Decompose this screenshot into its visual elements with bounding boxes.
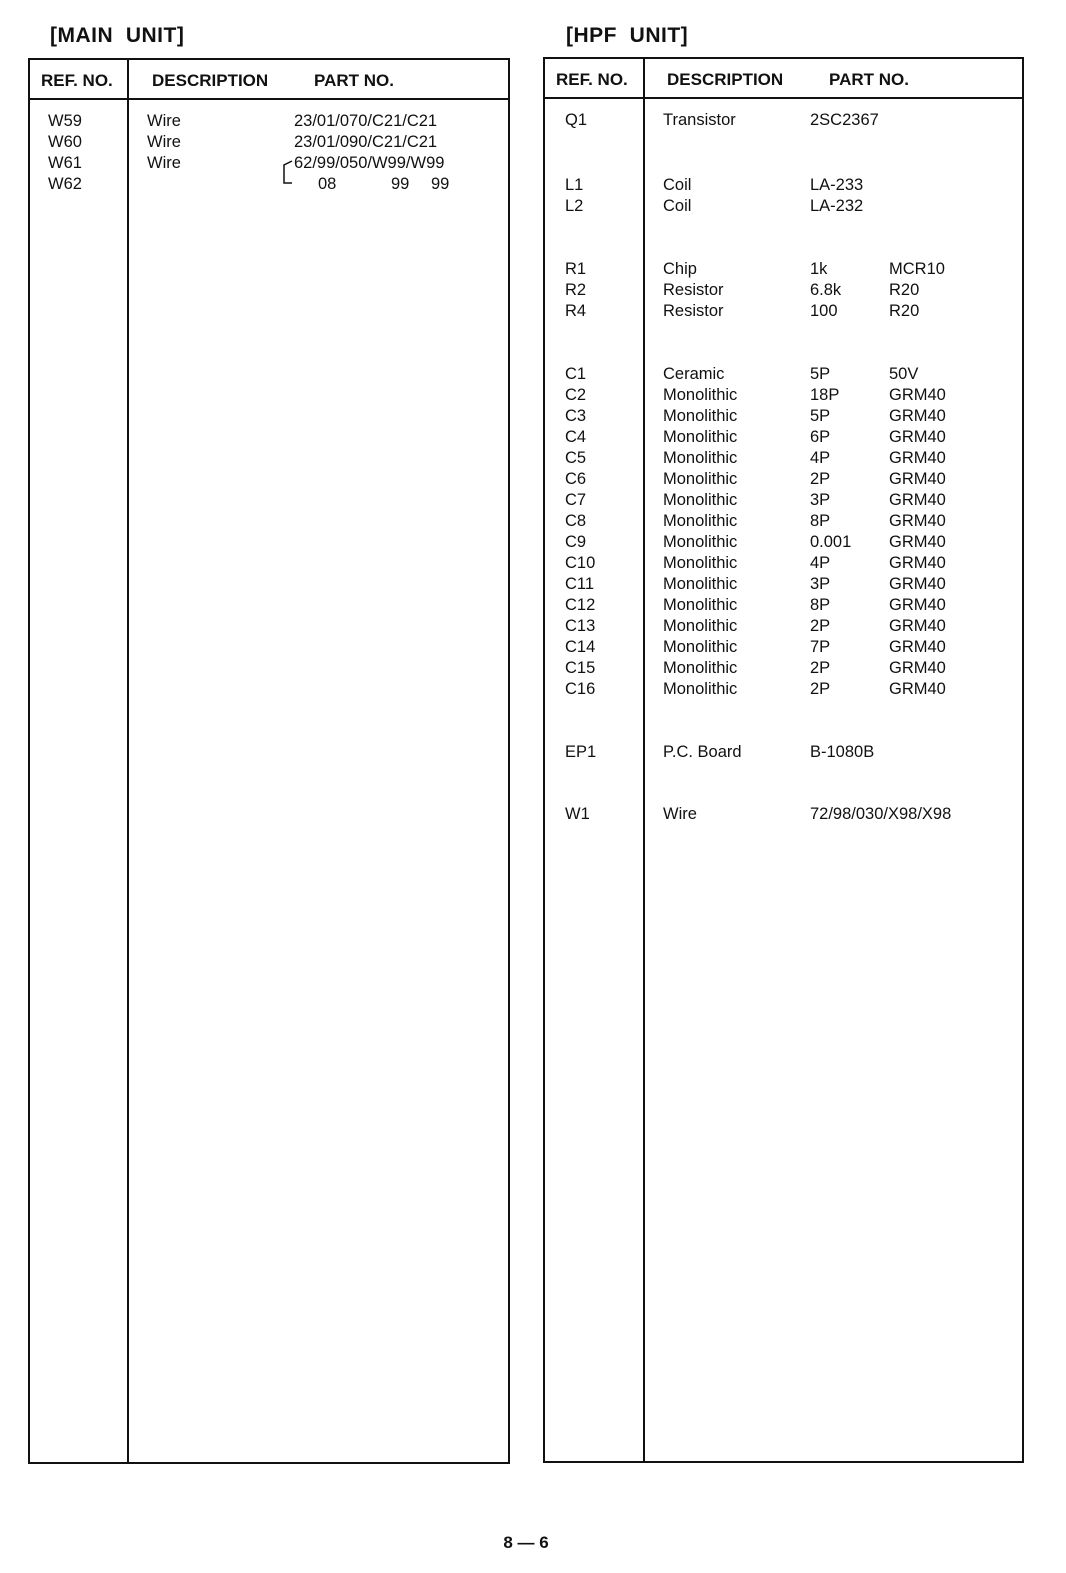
- row-value: 8P: [810, 596, 831, 614]
- row-ref: C2: [565, 386, 587, 404]
- row-ref: R4: [565, 302, 587, 320]
- header-divider: [545, 97, 1022, 99]
- row-spec: GRM40: [889, 638, 946, 656]
- row-spec: GRM40: [889, 407, 946, 425]
- row-ref: L1: [565, 176, 584, 194]
- page-number: 8 — 6: [503, 1533, 549, 1552]
- row-part-no: 99: [431, 175, 450, 193]
- row-part-no: 23/01/070/C21/C21: [294, 112, 438, 130]
- row-spec: GRM40: [889, 470, 946, 488]
- row-description: Monolithic: [663, 512, 738, 530]
- row-ref: C16: [565, 680, 596, 698]
- row-value: 3P: [810, 575, 831, 593]
- row-value: 4P: [810, 449, 831, 467]
- row-part-no: 23/01/090/C21/C21: [294, 133, 438, 151]
- hpf-unit-title: [HPF UNIT]: [566, 24, 689, 47]
- row-description: Monolithic: [663, 680, 738, 698]
- row-description: Monolithic: [663, 533, 738, 551]
- row-description: Chip: [663, 260, 697, 278]
- row-ref: C7: [565, 491, 587, 509]
- column-divider: [127, 60, 129, 1462]
- row-description: Ceramic: [663, 365, 725, 383]
- row-ref: R2: [565, 281, 587, 299]
- row-description: Monolithic: [663, 659, 738, 677]
- row-ref: C6: [565, 470, 587, 488]
- row-ref: C15: [565, 659, 596, 677]
- row-value: 2P: [810, 470, 831, 488]
- row-spec: GRM40: [889, 428, 946, 446]
- row-spec: GRM40: [889, 386, 946, 404]
- row-ref: C8: [565, 512, 587, 530]
- row-spec: GRM40: [889, 533, 946, 551]
- row-spec: GRM40: [889, 617, 946, 635]
- row-ref: C3: [565, 407, 587, 425]
- row-part-no: 99: [391, 175, 410, 193]
- row-description: Monolithic: [663, 617, 738, 635]
- row-spec: R20: [889, 281, 920, 299]
- row-value: 72/98/030/X98/X98: [810, 805, 952, 823]
- header-divider: [30, 98, 508, 100]
- row-value: 5P: [810, 365, 831, 383]
- row-spec: GRM40: [889, 512, 946, 530]
- row-spec: MCR10: [889, 260, 945, 278]
- row-value: LA-232: [810, 197, 864, 215]
- row-value: 5P: [810, 407, 831, 425]
- row-value: 0.001: [810, 533, 852, 551]
- row-value: 8P: [810, 512, 831, 530]
- row-value: 4P: [810, 554, 831, 572]
- row-spec: GRM40: [889, 596, 946, 614]
- row-description: Coil: [663, 176, 692, 194]
- row-description: Monolithic: [663, 428, 738, 446]
- row-spec: GRM40: [889, 680, 946, 698]
- row-value: 7P: [810, 638, 831, 656]
- header-description: DESCRIPTION: [152, 71, 269, 90]
- column-divider: [643, 59, 645, 1461]
- row-description: Monolithic: [663, 407, 738, 425]
- row-ref: C13: [565, 617, 596, 635]
- row-ref: C1: [565, 365, 587, 383]
- row-ref: EP1: [565, 743, 597, 761]
- bracket-icon: [280, 159, 294, 187]
- header-part-no: PART NO.: [314, 71, 394, 90]
- row-ref: L2: [565, 197, 584, 215]
- row-ref: C5: [565, 449, 587, 467]
- header-ref-no: REF. NO.: [41, 71, 113, 90]
- row-value: 1k: [810, 260, 828, 278]
- row-value: 6P: [810, 428, 831, 446]
- row-value: LA-233: [810, 176, 864, 194]
- row-description: Monolithic: [663, 449, 738, 467]
- row-value: 2SC2367: [810, 111, 879, 129]
- row-description: Monolithic: [663, 575, 738, 593]
- row-ref: W62: [48, 175, 82, 193]
- row-description: P.C. Board: [663, 743, 742, 761]
- row-description: Monolithic: [663, 596, 738, 614]
- header-part-no: PART NO.: [829, 70, 909, 89]
- row-description: Transistor: [663, 111, 736, 129]
- row-ref: W60: [48, 133, 82, 151]
- row-part-no: 08: [318, 175, 337, 193]
- main-unit-table: [28, 58, 510, 1464]
- row-ref: C11: [565, 575, 595, 593]
- hpf-unit-table: [543, 57, 1024, 1463]
- row-ref: Q1: [565, 111, 588, 129]
- main-unit-title: [MAIN UNIT]: [50, 24, 185, 47]
- row-spec: GRM40: [889, 491, 946, 509]
- row-description: Monolithic: [663, 638, 738, 656]
- row-value: B-1080B: [810, 743, 875, 761]
- row-description: Monolithic: [663, 470, 738, 488]
- header-ref-no: REF. NO.: [556, 70, 628, 89]
- row-part-no: 62/99/050/W99/W99: [294, 154, 445, 172]
- row-ref: C14: [565, 638, 596, 656]
- row-value: 3P: [810, 491, 831, 509]
- row-ref: C12: [565, 596, 596, 614]
- row-ref: C4: [565, 428, 587, 446]
- row-description: Resistor: [663, 302, 724, 320]
- row-description: Wire: [147, 112, 181, 130]
- row-description: Coil: [663, 197, 692, 215]
- row-ref: C10: [565, 554, 596, 572]
- row-value: 2P: [810, 659, 831, 677]
- row-value: 2P: [810, 680, 831, 698]
- row-description: Resistor: [663, 281, 724, 299]
- row-description: Monolithic: [663, 554, 738, 572]
- row-value: 6.8k: [810, 281, 842, 299]
- row-spec: R20: [889, 302, 920, 320]
- row-value: 2P: [810, 617, 831, 635]
- header-description: DESCRIPTION: [667, 70, 784, 89]
- row-ref: W1: [565, 805, 590, 823]
- row-spec: GRM40: [889, 554, 946, 572]
- row-ref: W59: [48, 112, 82, 130]
- row-ref: R1: [565, 260, 587, 278]
- row-description: Monolithic: [663, 491, 738, 509]
- row-ref: C9: [565, 533, 587, 551]
- row-spec: 50V: [889, 365, 919, 383]
- row-value: 18P: [810, 386, 840, 404]
- row-description: Monolithic: [663, 386, 738, 404]
- row-spec: GRM40: [889, 449, 946, 467]
- row-value: 100: [810, 302, 838, 320]
- row-spec: GRM40: [889, 575, 946, 593]
- row-description: Wire: [663, 805, 697, 823]
- row-description: Wire: [147, 154, 181, 172]
- row-spec: GRM40: [889, 659, 946, 677]
- row-description: Wire: [147, 133, 181, 151]
- row-ref: W61: [48, 154, 82, 172]
